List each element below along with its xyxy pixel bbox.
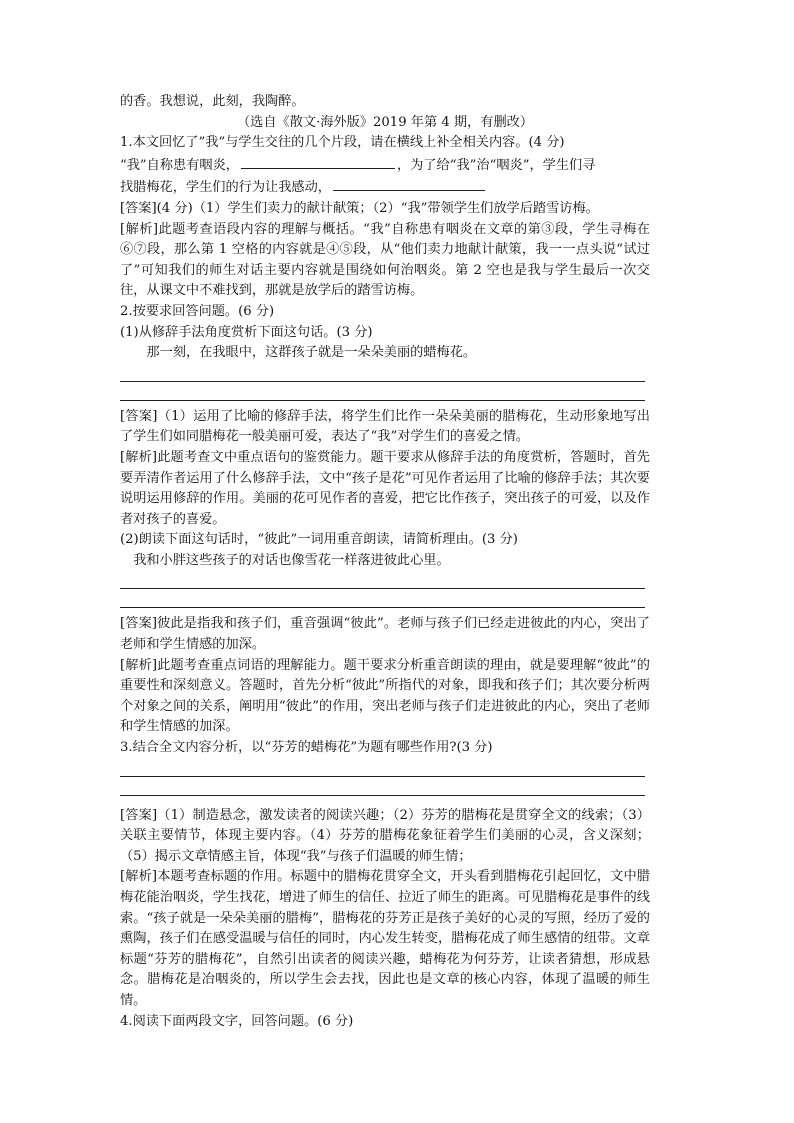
question-2: 2.按要求回答问题。(6 分) bbox=[120, 303, 275, 319]
explanation-1: [解析]此题考查语段内容的理解与概括。“我”自称患有咽炎在文章的第③段，学生寻梅在⑥⑦段，那么第 1 空格的内容就是④⑤段，从“他们卖力地献计献策，我一一点头说“试过了”可知我们的师生对话主要内容就是围绕如何治咽炎。第 2 空也是我与学生最后一次交往，从课文中不难找到，那就是放学后的踏雪访梅。 bbox=[120, 221, 650, 299]
question-3: 3.结合全文内容分析，以“芬芳的蜡梅花”为题有哪些作用?(3 分) bbox=[120, 740, 493, 756]
question-1-fill-2 bbox=[120, 176, 650, 199]
answer-2-1: [答案]（1）运用了比喻的修辞手法，将学生们比作一朵朵美丽的腊梅花，生动形象地写出了学生们如同腊梅花一般美丽可爱，表达了“我”对学生们的喜爱之情。 bbox=[120, 408, 650, 445]
question-1-fill bbox=[120, 154, 650, 177]
fill-text-b: ，为了给“我”治“咽炎”，学生们寻 bbox=[396, 157, 596, 173]
explanation-2-2: [解析]此题考查重点词语的理解能力。题干要求分析重音朗读的理由，就是要理解“彼此”的重要性和深刻意义。答题时，首先分析“彼此”所指代的对象，即我和孩子们；其次要分析两个对象之间的关系，阐明用“彼此”的作用，突出老师与孩子们走进彼此的内心，突出了老师和学生情感的加深。 bbox=[120, 657, 650, 735]
explanation-3: [解析]本题考查标题的作用。标题中的腊梅花贯穿全文，开头看到腊梅花引起回忆，文中腊梅花能治咽炎，学生找花，增进了师生的信任、拉近了师生的距离。可见腊梅花是事件的线索。“孩子就是一朵朵美丽的腊梅”，腊梅花的芬芳正是孩子美好的心灵的写照，经历了爱的熏陶，孩子们在感受温暖与信任的同时，内心发生转变，腊梅花成了师生感情的纽带。文章标题“芬芳的腊梅花”，自然引出读者的阅读兴趣，蜡梅花为何芬芳，让读者猜想，形成悬念。腊梅花是冶咽炎的，所以学生会去找，因此也是文章的核心内容，体现了温暖的师生情。 bbox=[120, 869, 650, 1008]
text-line: 的香。我想说，此刻，我陶醉。 bbox=[120, 94, 305, 109]
fill-text-c: 找腊梅花，学生们的行为让我感动， bbox=[120, 180, 331, 196]
quote-2-2: 我和小胖这些孩子的对话也像雪花一样落进彼此心里。 bbox=[133, 552, 450, 568]
answer-2-2: [答案]彼此是指我和孩子们，重音强调“彼此”。老师与孩子们已经走进彼此的内心，突出了老师和学生情感的加深。 bbox=[120, 616, 650, 653]
explanation-2-1: [解析]此题考查文中重点语句的鉴赏能力。题干要求从修辞手法的角度赏析，答题时，首先要弄清作者运用了什么修辞手法，文中“孩子是花”可见作者运用了比喻的修辞手法；其次要说明运用修辞的作用。美丽的花可见作者的喜爱，把它比作孩子，突出孩子的可爱，以及作者对孩子的喜爱。 bbox=[120, 449, 650, 527]
answer-blank-2[interactable] bbox=[333, 176, 485, 191]
answer-1: [答案](4 分)（1）学生们卖力的献计献策；（2）“我”带领学生们放学后踏雪访梅。 bbox=[120, 200, 599, 216]
question-2-1: (1)从修辞手法角度赏析下面这句话。(3 分) bbox=[120, 324, 373, 340]
document-page bbox=[120, 92, 650, 1032]
question-1: 1.本文回忆了”我”与学生交往的几个片段，请在横线上补全相关内容。(4 分) bbox=[120, 135, 565, 151]
quote-2-1: 那一刻，在我眼中，这群孩子就是一朵朵美丽的蜡梅花。 bbox=[146, 345, 477, 361]
answer-3: [答案]（1）制造悬念，激发读者的阅读兴趣；（2）芬芳的腊梅花是贯穿全文的线索；（3）关联主要情节，体现主要内容。（4）芬芳的腊梅花象征着学生们美丽的心灵，含义深刻；（5）揭示文章情感主旨，体现“我”与孩子们温暖的师生情； bbox=[120, 807, 650, 864]
answer-blank-1[interactable] bbox=[241, 154, 395, 169]
source-citation: （选自《散文·海外版》2019 年第 4 期，有删改） bbox=[236, 114, 534, 130]
fill-text-a: “我”自称患有咽炎， bbox=[120, 157, 239, 173]
question-4: 4.阅读下面两段文字，回答问题。(6 分) bbox=[120, 1013, 354, 1029]
question-2-2: (2)朗读下面这句话时，“彼此”一词用重音朗读，请简析理由。(3 分) bbox=[120, 532, 518, 548]
